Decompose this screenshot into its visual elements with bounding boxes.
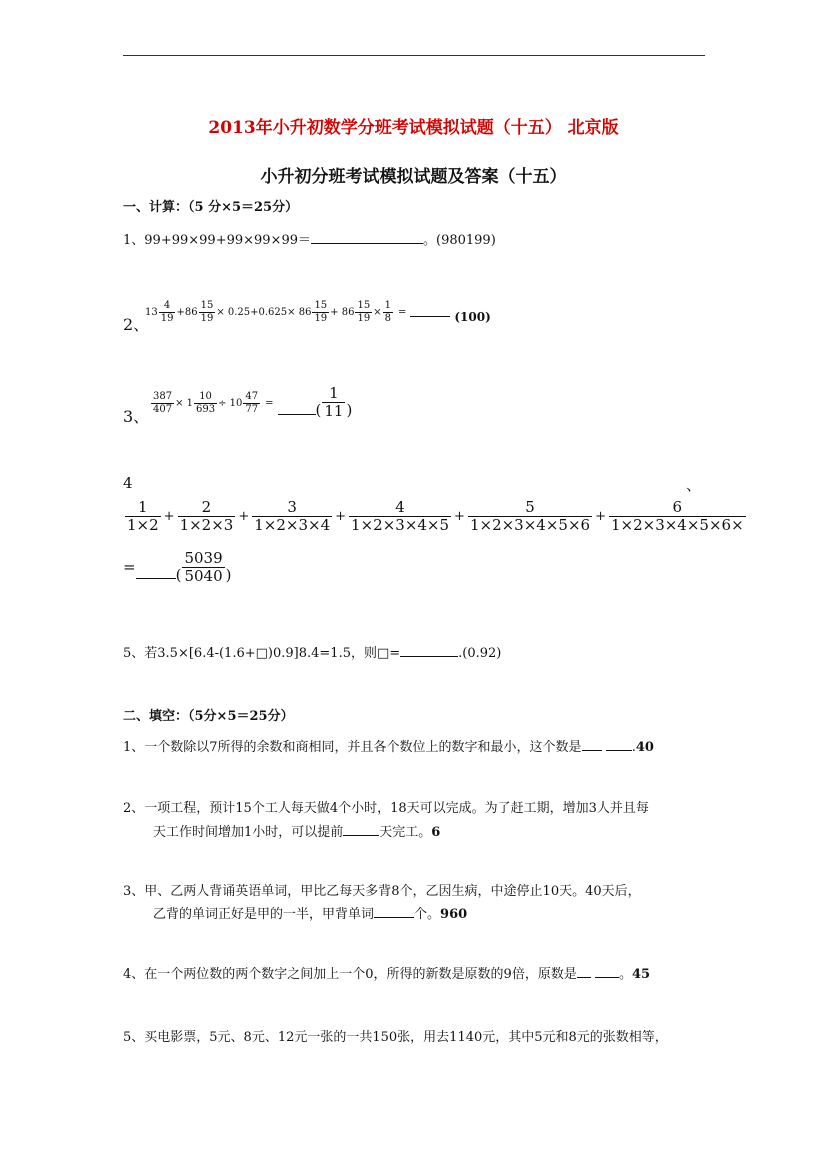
q-text: 个。 (414, 907, 441, 922)
plus-sign: + (335, 508, 347, 524)
answer-blank (606, 739, 632, 751)
fraction: $\frac{15}{19}$ (314, 299, 328, 324)
question-2-5: 5、买电影票，5元、8元、12元一张的一共150张，用去1140元，其中5元和8元的张数相等， (123, 1030, 668, 1045)
series-fraction: $\frac{5}{1\times 2\times 3\times 4\times 5\times 6}$ (469, 497, 591, 534)
question-1-3 (150, 380, 352, 426)
answer-blank (410, 308, 450, 317)
question-2-1 (123, 736, 654, 755)
q-text: 天工作时间增加1小时，可以提前 (153, 825, 344, 840)
question-2-3-line1: 3、甲、乙两人背诵英语单词，甲比乙每天多背8个，乙因生病，中途停止10天。40天后， (123, 884, 641, 899)
operator: + 86 (330, 306, 355, 318)
fraction: $\frac{15}{19}$ (200, 299, 214, 324)
q-number-1-2: 2、 (123, 315, 150, 334)
plus-sign: + (163, 508, 175, 524)
answer-blank (311, 232, 423, 244)
paren: ( (315, 401, 322, 419)
operator: ÷ 10 (218, 397, 243, 409)
section2-heading: 二、填空：（5分×5＝25分） (123, 709, 294, 724)
question-1-4-answer (123, 544, 231, 590)
fraction: $\frac{4}{19}$ (160, 299, 174, 324)
plus-sign: + (238, 508, 250, 524)
fraction: $\frac{387}{407}$ (153, 390, 173, 415)
answer: 960 (440, 907, 468, 922)
q-tail: . (631, 740, 636, 755)
plus-sign: + (595, 508, 606, 524)
q-text: 1、一个数除以7所得的余数和商相同，并且各个数位上的数字和最小，这个数是 (123, 740, 582, 755)
answer-blank (577, 966, 591, 978)
equals: = (265, 397, 274, 409)
paren: ) (225, 566, 232, 584)
fraction: $\frac{1}{8}$ (384, 299, 391, 324)
whole-number: 13 (145, 306, 158, 318)
q-text: 99+99×99+99×99×99＝ (144, 233, 311, 248)
q-tail: 。 (618, 967, 632, 982)
answer-blank (343, 824, 379, 836)
answer: 40 (635, 740, 654, 755)
answer-blank (136, 570, 176, 579)
red-title: 2013年小升初数学分班考试模拟试题（十五） 北京版 (208, 118, 619, 138)
q-text: 天完工。 (379, 825, 432, 840)
answer-blank (374, 906, 414, 918)
paren: ( (175, 566, 182, 584)
fraction: $\frac{15}{19}$ (357, 299, 371, 324)
series-fraction: $\frac{3}{1\times 2\times 3\times 4}$ (254, 497, 331, 534)
answer-blank (400, 645, 458, 657)
fraction: $\frac{10}{693}$ (196, 390, 216, 415)
plus-sign: + (454, 508, 465, 524)
q-text: 4、在一个两位数的两个数字之间加上一个0，所得的新数是原数的9倍，原数是 (123, 967, 577, 982)
question-1-4 (124, 494, 744, 538)
fraction: $\frac{47}{77}$ (245, 390, 259, 415)
q-text: 若3.5×[6.4-(1.6+□)0.9]8.4=1.5，则□= (144, 646, 401, 661)
answer-blank (595, 966, 619, 978)
answer-blank (582, 739, 602, 751)
q-number: 5、 (123, 646, 145, 661)
operator: × 1 (175, 397, 194, 409)
q-number-mark: 、 (686, 476, 702, 494)
answer: 45 (631, 967, 651, 982)
question-1-2 (145, 290, 491, 334)
operator: +86 (176, 306, 198, 318)
answer-blank (278, 404, 316, 415)
q-number-1-3: 3、 (123, 407, 150, 426)
answer-fraction: $\frac{1}{11}$ (324, 383, 344, 420)
operator: × (373, 306, 382, 318)
question-2-3-line2 (153, 903, 467, 922)
q-text: 乙背的单词正好是甲的一半，甲背单词 (153, 907, 375, 922)
series-fraction: $\frac{2}{1\times 2\times 3}$ (179, 497, 234, 534)
top-rule (123, 55, 705, 56)
question-2-2-line2 (153, 821, 440, 840)
q-tail: .(0.92) (458, 646, 502, 661)
question-1-5 (123, 642, 501, 661)
answer-fraction: $\frac{5039}{5040}$ (184, 548, 223, 585)
paren: ) (346, 401, 353, 419)
question-2-2-line1: 2、一项工程，预计15个工人每天做4个小时，18天可以完成。为了赶工期，增加3人并且每 (123, 801, 649, 816)
answer: 6 (431, 825, 441, 840)
equals: = (397, 306, 407, 318)
question-2-4 (123, 963, 650, 982)
question-1-1 (123, 229, 496, 248)
q-number: 1、 (123, 233, 145, 248)
q-tail: 。(980199) (423, 233, 496, 248)
equals: = (123, 558, 136, 576)
series-fraction: $\frac{6}{1\times 2\times 3\times 4\times 5\times 6\times}$ (610, 497, 744, 534)
series-fraction: $\frac{4}{1\times 2\times 3\times 4\times 5}$ (351, 497, 450, 534)
page-title: 小升初分班考试模拟试题及答案（十五） (260, 167, 567, 187)
operator: × 0.25+0.625× 86 (216, 306, 312, 318)
section1-heading: 一、计算：（5 分×5＝25分） (123, 200, 299, 215)
q-number-1-4: 4 (123, 474, 133, 492)
answer: (100) (454, 310, 491, 324)
series-fraction: $\frac{1}{1\times 2}$ (127, 497, 159, 534)
